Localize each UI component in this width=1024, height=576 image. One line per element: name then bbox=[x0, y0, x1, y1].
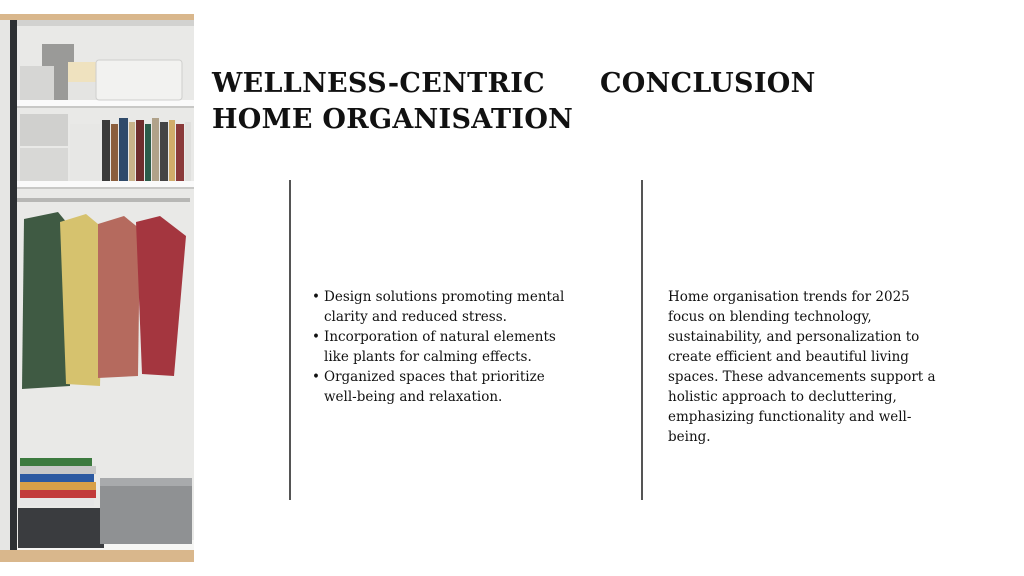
wellness-title: WELLNESS-CENTRIC HOME ORGANISATION bbox=[212, 68, 574, 135]
divider-line-right bbox=[641, 180, 643, 500]
list-item: • Incorporation of natural elements like plants for calming effects. bbox=[312, 327, 574, 367]
list-item: • Organized spaces that prioritize well-being and relaxation. bbox=[312, 367, 574, 407]
conclusion-body: Home organisation trends for 2025 focus on blending technology, sustainability, and personalization to create efficient and beautiful living spaces. These advancements support a holistic approach to decluttering, emphasizing functionality and well-being. bbox=[668, 289, 936, 445]
list-item: • Design solutions promoting mental clarity and reduced stress. bbox=[312, 287, 574, 327]
wardrobe-photo bbox=[0, 14, 194, 562]
wellness-bullet-list bbox=[312, 287, 574, 407]
conclusion-title: CONCLUSION bbox=[600, 68, 816, 99]
divider-line-left bbox=[289, 180, 291, 500]
